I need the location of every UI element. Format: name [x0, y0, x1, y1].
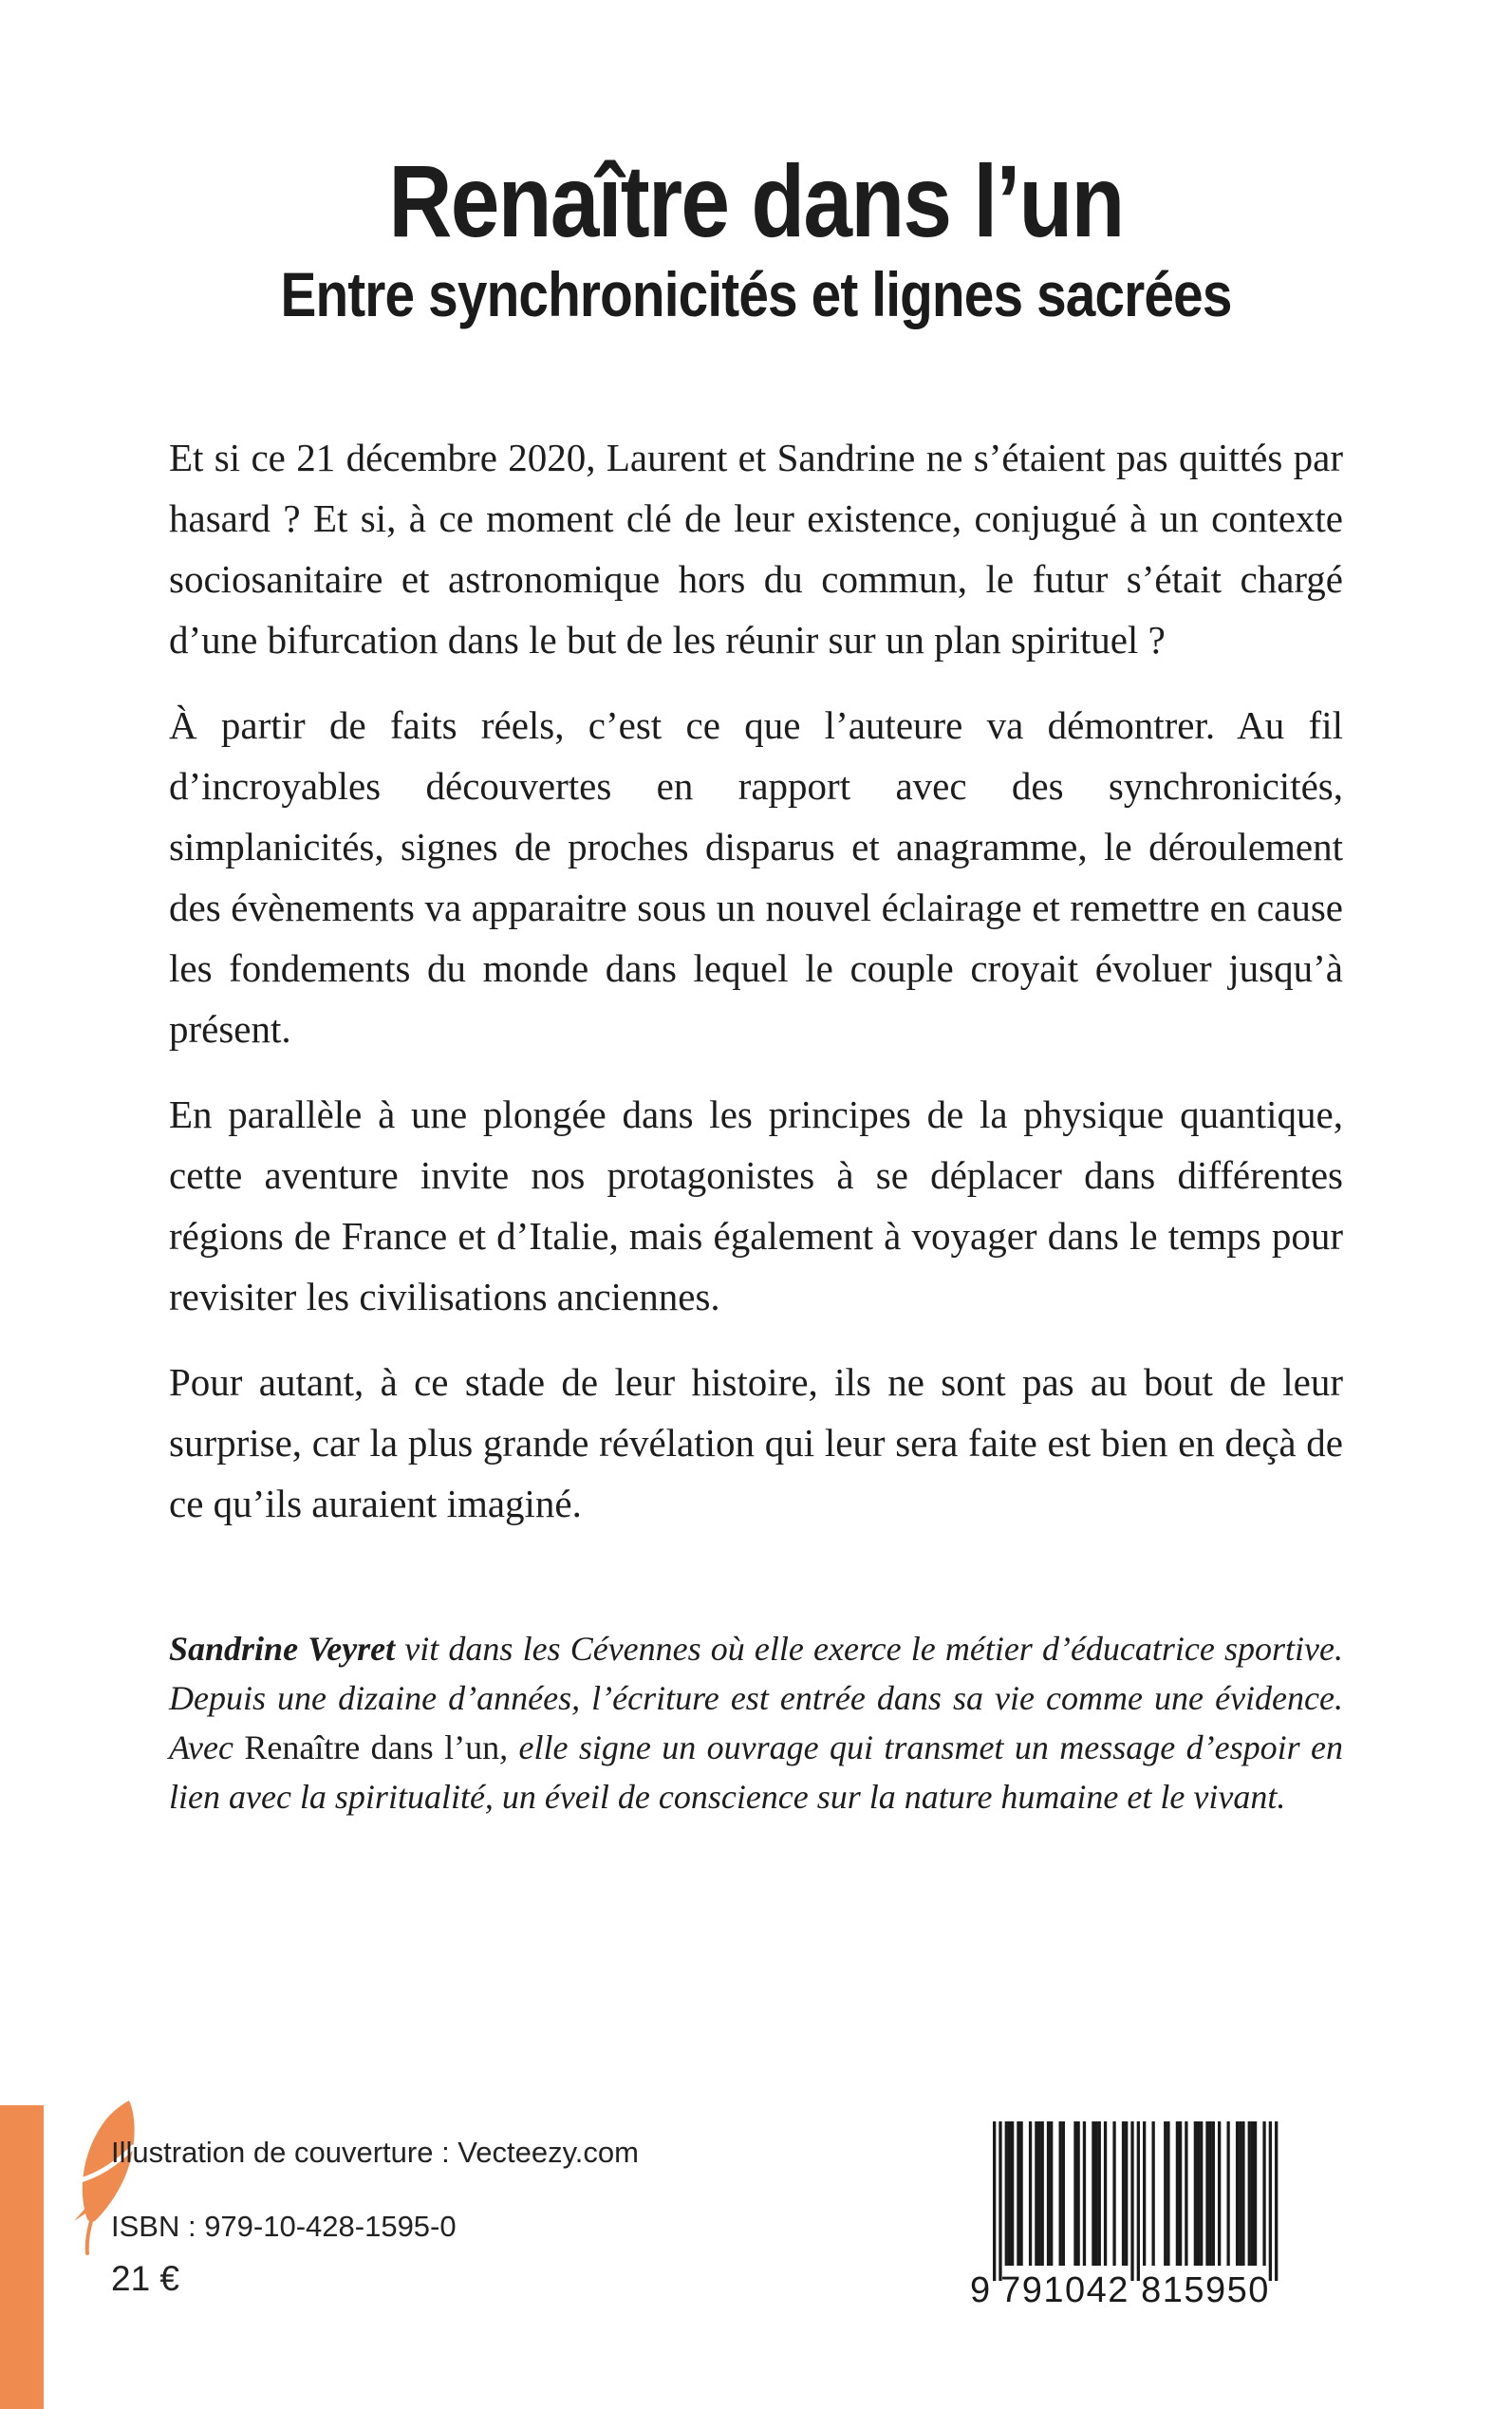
- bio-book-title: Renaître dans l’un: [244, 1728, 500, 1766]
- spine-accent-bar: [0, 2105, 44, 2409]
- barcode-bars: [993, 2121, 1278, 2281]
- bio-text-2: , elle signe un ouvrage qui transmet un message d’espoir en lien avec la spiritualité, un éveil de conscience sur la nature humaine et le vivant.: [169, 1728, 1343, 1816]
- author-bio: [169, 1624, 1343, 1821]
- author-name: Sandrine Veyret: [169, 1630, 396, 1668]
- bio-text-1: vit dans les Cévennes où elle exerce le métier d’éducatrice sportive. Depuis une dizaine d’années, l’écriture est entrée dans sa vie comme une évidence. Avec: [169, 1630, 1343, 1766]
- synopsis-paragraph-4: Pour autant, à ce stade de leur histoire, ils ne sont pas au bout de leur surprise, car la plus grande révélation qui leur sera faite est bien en deçà de ce qu’ils auraient imaginé.: [169, 1360, 1343, 1525]
- illustration-credit: Illustration de couverture : Vecteezy.com: [111, 2136, 639, 2169]
- isbn-text: ISBN : 979-10-428-1595-0: [111, 2210, 457, 2243]
- book-title: Renaître dans l’un: [388, 143, 1124, 259]
- barcode: [964, 2121, 1279, 2311]
- barcode-digit-group-1: 9: [970, 2270, 992, 2310]
- barcode-digit-group-2: 791042: [1000, 2270, 1129, 2310]
- synopsis-paragraph-3: En parallèle à une plongée dans les principes de la physique quantique, cette aventure invite nos protagonistes à se déplacer dans différentes régions de France et d’Italie, mais également à voyager dans le temps pour revisiter les civilisations anciennes.: [169, 1092, 1343, 1318]
- synopsis-paragraph-2: À partir de faits réels, c’est ce que l’auteure va démontrer. Au fil d’incroyables découvertes en rapport avec des synchronicités, simplanicités, signes de proches disparus et anagramme, le déroulement des évènements va apparaitre sous un nouvel éclairage et remettre en cause les fondements du monde dans lequel le couple croyait évoluer jusqu’à présent.: [169, 703, 1343, 1051]
- barcode-digit-group-3: 815950: [1141, 2270, 1270, 2310]
- book-subtitle: Entre synchronicités et lignes sacrées: [280, 258, 1232, 329]
- synopsis-paragraph-1: Et si ce 21 décembre 2020, Laurent et Sandrine ne s’étaient pas quittés par hasard ? Et si, à ce moment clé de leur existence, conjugué à un contexte sociosanitaire et astronomique hors du commun, le futur s’était chargé d’une bifurcation dans le but de les réunir sur un plan spirituel ?: [169, 436, 1343, 662]
- synopsis: [169, 427, 1343, 1821]
- price-text: 21 €: [111, 2259, 180, 2298]
